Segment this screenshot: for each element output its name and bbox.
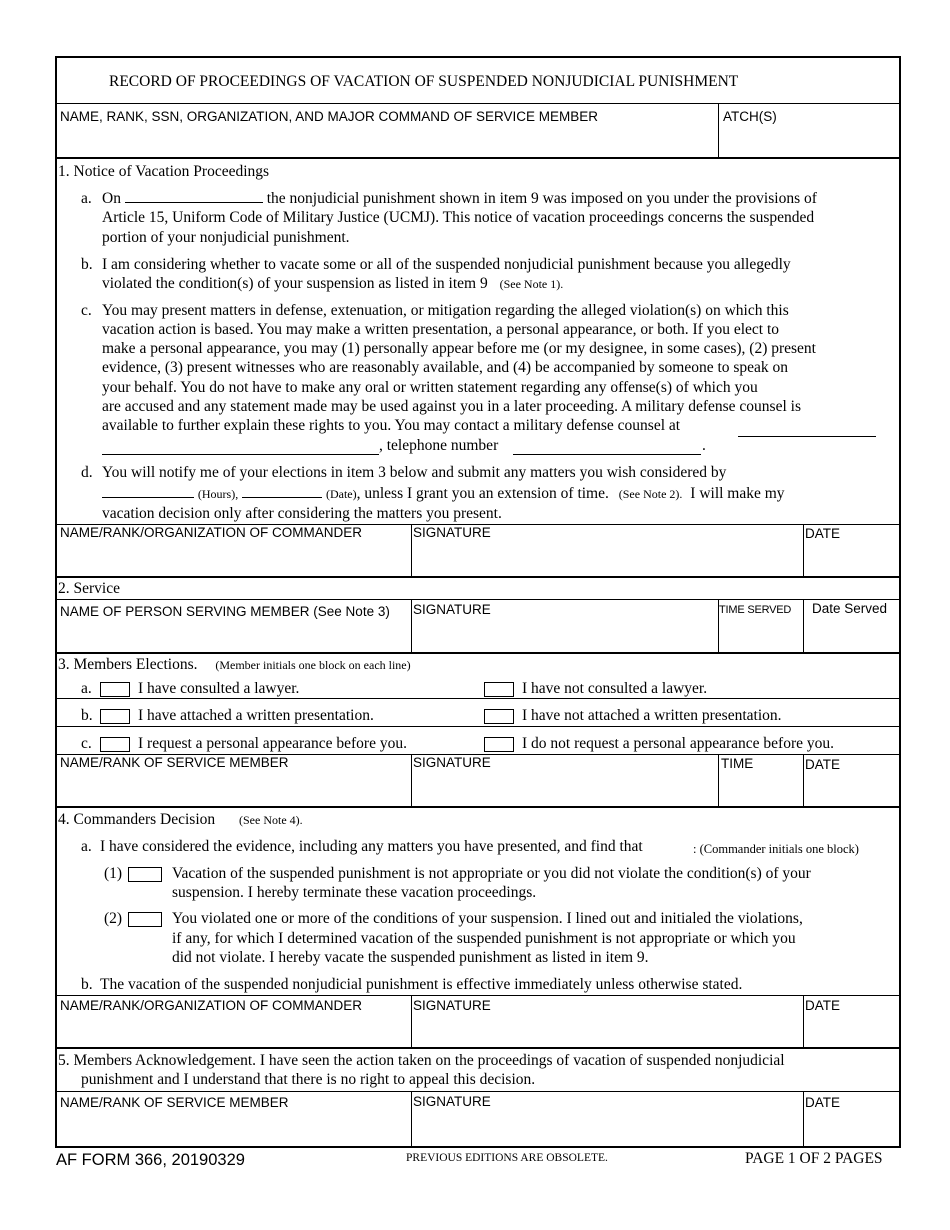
- item-1c-line4: evidence, (3) present witnesses who are reasonably available, and (4) be accompanied by someone to speak on: [102, 359, 789, 376]
- ack-signature-label: SIGNATURE: [413, 1094, 491, 1109]
- divider: [803, 1091, 804, 1148]
- telephone-field[interactable]: [513, 442, 701, 455]
- item-1c-marker: c.: [81, 302, 92, 319]
- item-1a-marker: a.: [81, 190, 92, 207]
- divider: [718, 103, 719, 157]
- commander-name-label: NAME/RANK/ORGANIZATION OF COMMANDER: [60, 525, 363, 540]
- commander-date-field[interactable]: [805, 526, 899, 575]
- date-label: (Date): [325, 487, 357, 501]
- member-signature-field[interactable]: [413, 756, 716, 806]
- member-date-label: DATE: [805, 757, 841, 772]
- member-name-rank-label: NAME/RANK OF SERVICE MEMBER: [60, 755, 289, 770]
- note-2-ref: (See Note 2).: [618, 487, 683, 501]
- divider: [411, 754, 412, 807]
- atch-label: ATCH(S): [723, 109, 777, 124]
- item-4b-text: The vacation of the suspended nonjudicial punishment is effective immediately unless otherwise stated.: [100, 976, 743, 993]
- divider: [57, 806, 899, 808]
- option-1-line2: suspension. I hereby terminate these vacation proceedings.: [172, 884, 537, 901]
- hours-field[interactable]: [102, 485, 194, 498]
- attached-presentation-checkbox[interactable]: [100, 709, 130, 724]
- divider: [57, 1047, 899, 1049]
- not-consulted-lawyer-checkbox[interactable]: [484, 682, 514, 697]
- divider: [57, 726, 899, 727]
- option-1-marker: (1): [104, 865, 123, 882]
- server-signature-field[interactable]: [413, 601, 716, 652]
- hours-label: (Hours),: [197, 487, 239, 501]
- divider: [803, 754, 804, 807]
- section3-instruction: (Member initials one block on each line): [215, 658, 411, 672]
- item-4a-text: I have considered the evidence, including any matters you have presented, and find that: [100, 838, 643, 855]
- commander-decision-date-label: DATE: [805, 998, 841, 1013]
- commander-name-field[interactable]: [57, 526, 409, 575]
- election-a-marker: a.: [81, 680, 92, 697]
- option-2-marker: (2): [104, 910, 123, 927]
- item-4b-marker: b.: [81, 976, 93, 993]
- commander-decision-name-field[interactable]: [57, 997, 409, 1047]
- commander-decision-signature-field[interactable]: [413, 997, 801, 1047]
- server-signature-label: SIGNATURE: [413, 602, 491, 617]
- not-consulted-lawyer-text: I have not consulted a lawyer.: [522, 680, 708, 697]
- section4-heading: 4. Commanders Decision (See Note 4).: [58, 811, 303, 828]
- divider: [57, 1091, 899, 1092]
- divider: [57, 576, 899, 578]
- form-title: RECORD OF PROCEEDINGS OF VACATION OF SUSPENDED NONJUDICIAL PUNISHMENT: [109, 73, 739, 90]
- consulted-lawyer-text: I have consulted a lawyer.: [138, 680, 300, 697]
- section5-line1: 5. Members Acknowledgement. I have seen the action taken on the proceedings of vacation of suspended nonjudicial: [58, 1052, 785, 1069]
- divider: [411, 599, 412, 653]
- server-name-label: NAME OF PERSON SERVING MEMBER (See Note 3): [60, 604, 390, 619]
- ack-date-label: DATE: [805, 1095, 841, 1110]
- divider: [803, 599, 804, 653]
- item-1c-line6: are accused and any statement made may be used against you in a later proceeding. A military defense counsel is: [102, 398, 801, 415]
- form-id: AF FORM 366, 20190329: [56, 1151, 245, 1169]
- defense-counsel-name-field[interactable]: [102, 442, 379, 455]
- ack-member-name-field[interactable]: [57, 1093, 409, 1146]
- item-1a-line3: portion of your nonjudicial punishment.: [102, 229, 350, 246]
- request-appearance-text: I request a personal appearance before you.: [138, 735, 407, 752]
- member-date-field[interactable]: [805, 756, 899, 806]
- not-request-appearance-text: I do not request a personal appearance before you.: [522, 735, 835, 752]
- server-name-field[interactable]: [57, 601, 409, 652]
- divider: [803, 524, 804, 576]
- divider: [411, 1091, 412, 1148]
- item-4a-marker: a.: [81, 838, 92, 855]
- commander-decision-name-label: NAME/RANK/ORGANIZATION OF COMMANDER: [60, 998, 363, 1013]
- divider: [411, 524, 412, 576]
- divider: [57, 652, 899, 654]
- commander-date-label: DATE: [805, 526, 841, 541]
- time-served-field[interactable]: [720, 601, 801, 652]
- member-name-field[interactable]: [57, 105, 717, 157]
- divider: [411, 995, 412, 1048]
- terminate-proceedings-checkbox[interactable]: [128, 867, 162, 882]
- election-c-marker: c.: [81, 735, 92, 752]
- ack-signature-field[interactable]: [413, 1093, 801, 1146]
- date-field[interactable]: [242, 485, 322, 498]
- divider: [57, 995, 899, 996]
- item-1a-line2: Article 15, Uniform Code of Military Justice (UCMJ). This notice of vacation proceedings concerns the suspended: [102, 209, 815, 226]
- divider: [803, 995, 804, 1048]
- member-name-label: NAME, RANK, SSN, ORGANIZATION, AND MAJOR COMMAND OF SERVICE MEMBER: [60, 109, 599, 124]
- commander-decision-signature-label: SIGNATURE: [413, 998, 491, 1013]
- item-1c-line7: available to further explain these rights to you. You may contact a military defense counsel at: [102, 417, 681, 434]
- section1-heading: 1. Notice of Vacation Proceedings: [58, 163, 270, 180]
- divider: [57, 698, 899, 699]
- section5-line2: punishment and I understand that there is no right to appeal this decision.: [81, 1071, 536, 1088]
- telephone-label: , telephone number: [379, 437, 499, 454]
- section2-heading: 2. Service: [58, 580, 120, 597]
- item-4a-instruction: : (Commander initials one block): [693, 842, 859, 856]
- item-1c-line2: vacation action is based. You may make a written presentation, a personal appearance, or both. If you elect to: [102, 321, 780, 338]
- member-time-field[interactable]: [720, 756, 801, 806]
- election-b-marker: b.: [81, 707, 93, 724]
- request-appearance-checkbox[interactable]: [100, 737, 130, 752]
- item-1b-line2: violated the condition(s) of your suspension as listed in item 9 (See Note 1).: [102, 275, 564, 292]
- not-request-appearance-checkbox[interactable]: [484, 737, 514, 752]
- item-1c-line3: make a personal appearance, you may (1) personally appear before me (or my designee, in some cases), (2) present: [102, 340, 816, 357]
- not-attached-presentation-checkbox[interactable]: [484, 709, 514, 724]
- item-1d-marker: d.: [81, 464, 93, 481]
- item-1c-end: .: [702, 437, 706, 454]
- option-2-line2: if any, for which I determined vacation of the suspended punishment is not appropriate or which you: [172, 930, 796, 947]
- date-served-label: Date Served: [812, 601, 888, 616]
- divider: [718, 754, 719, 807]
- item-1d-line1: You will notify me of your elections in item 3 below and submit any matters you wish considered by: [102, 464, 727, 481]
- option-2-line1: You violated one or more of the conditions of your suspension. I lined out and initialed the violations,: [172, 910, 803, 927]
- attached-presentation-text: I have attached a written presentation.: [138, 707, 374, 724]
- defense-counsel-location-field[interactable]: [738, 424, 876, 437]
- editions-notice: PREVIOUS EDITIONS ARE OBSOLETE.: [406, 1152, 608, 1164]
- divider: [57, 157, 899, 159]
- atch-field[interactable]: [720, 105, 901, 157]
- ack-date-field[interactable]: [805, 1093, 899, 1146]
- member-signature-label: SIGNATURE: [413, 755, 491, 770]
- vacate-punishment-checkbox[interactable]: [128, 912, 162, 927]
- not-attached-presentation-text: I have not attached a written presentation.: [522, 707, 782, 724]
- commander-signature-field[interactable]: [413, 526, 801, 575]
- consulted-lawyer-checkbox[interactable]: [100, 682, 130, 697]
- option-2-line3: did not violate. I hereby vacate the suspended punishment as listed in item 9.: [172, 949, 649, 966]
- item-1b-line1: I am considering whether to vacate some or all of the suspended nonjudicial punishment because you allegedly: [102, 256, 791, 273]
- imposed-date-field[interactable]: [125, 190, 263, 203]
- item-1c-line5: your behalf. You do not have to make any oral or written statement regarding any offense(s) of which you: [102, 379, 758, 396]
- ack-member-name-label: NAME/RANK OF SERVICE MEMBER: [60, 1095, 289, 1110]
- divider: [57, 599, 899, 600]
- note-4-ref: (See Note 4).: [239, 813, 303, 827]
- time-served-label: TIME SERVED: [719, 604, 792, 616]
- commander-signature-label: SIGNATURE: [413, 525, 491, 540]
- section3-heading: 3. Members Elections. (Member initials one block on each line): [58, 656, 411, 673]
- divider: [57, 103, 899, 104]
- member-time-label: TIME: [721, 756, 754, 771]
- commander-decision-date-field[interactable]: [805, 997, 899, 1047]
- item-1c-line1: You may present matters in defense, extenuation, or mitigation regarding the alleged violation(s) on which this: [102, 302, 789, 319]
- note-1-ref: (See Note 1).: [499, 277, 564, 291]
- form-container: [55, 56, 901, 1148]
- page-number: PAGE 1 OF 2 PAGES: [745, 1150, 883, 1167]
- item-1b-marker: b.: [81, 256, 93, 273]
- option-1-line1: Vacation of the suspended punishment is not appropriate or you did not violate the condition(s) of your: [172, 865, 811, 882]
- item-1a-line1: On the nonjudicial punishment shown in item 9 was imposed on you under the provisions of: [102, 190, 817, 207]
- date-served-field[interactable]: [805, 601, 899, 652]
- item-1d-line3: vacation decision only after considering the matters you present.: [102, 505, 502, 522]
- member-name-rank-field[interactable]: [57, 756, 409, 806]
- item-1d-line2: (Hours), (Date), unless I grant you an extension of time. (See Note 2). I will make my: [102, 484, 785, 504]
